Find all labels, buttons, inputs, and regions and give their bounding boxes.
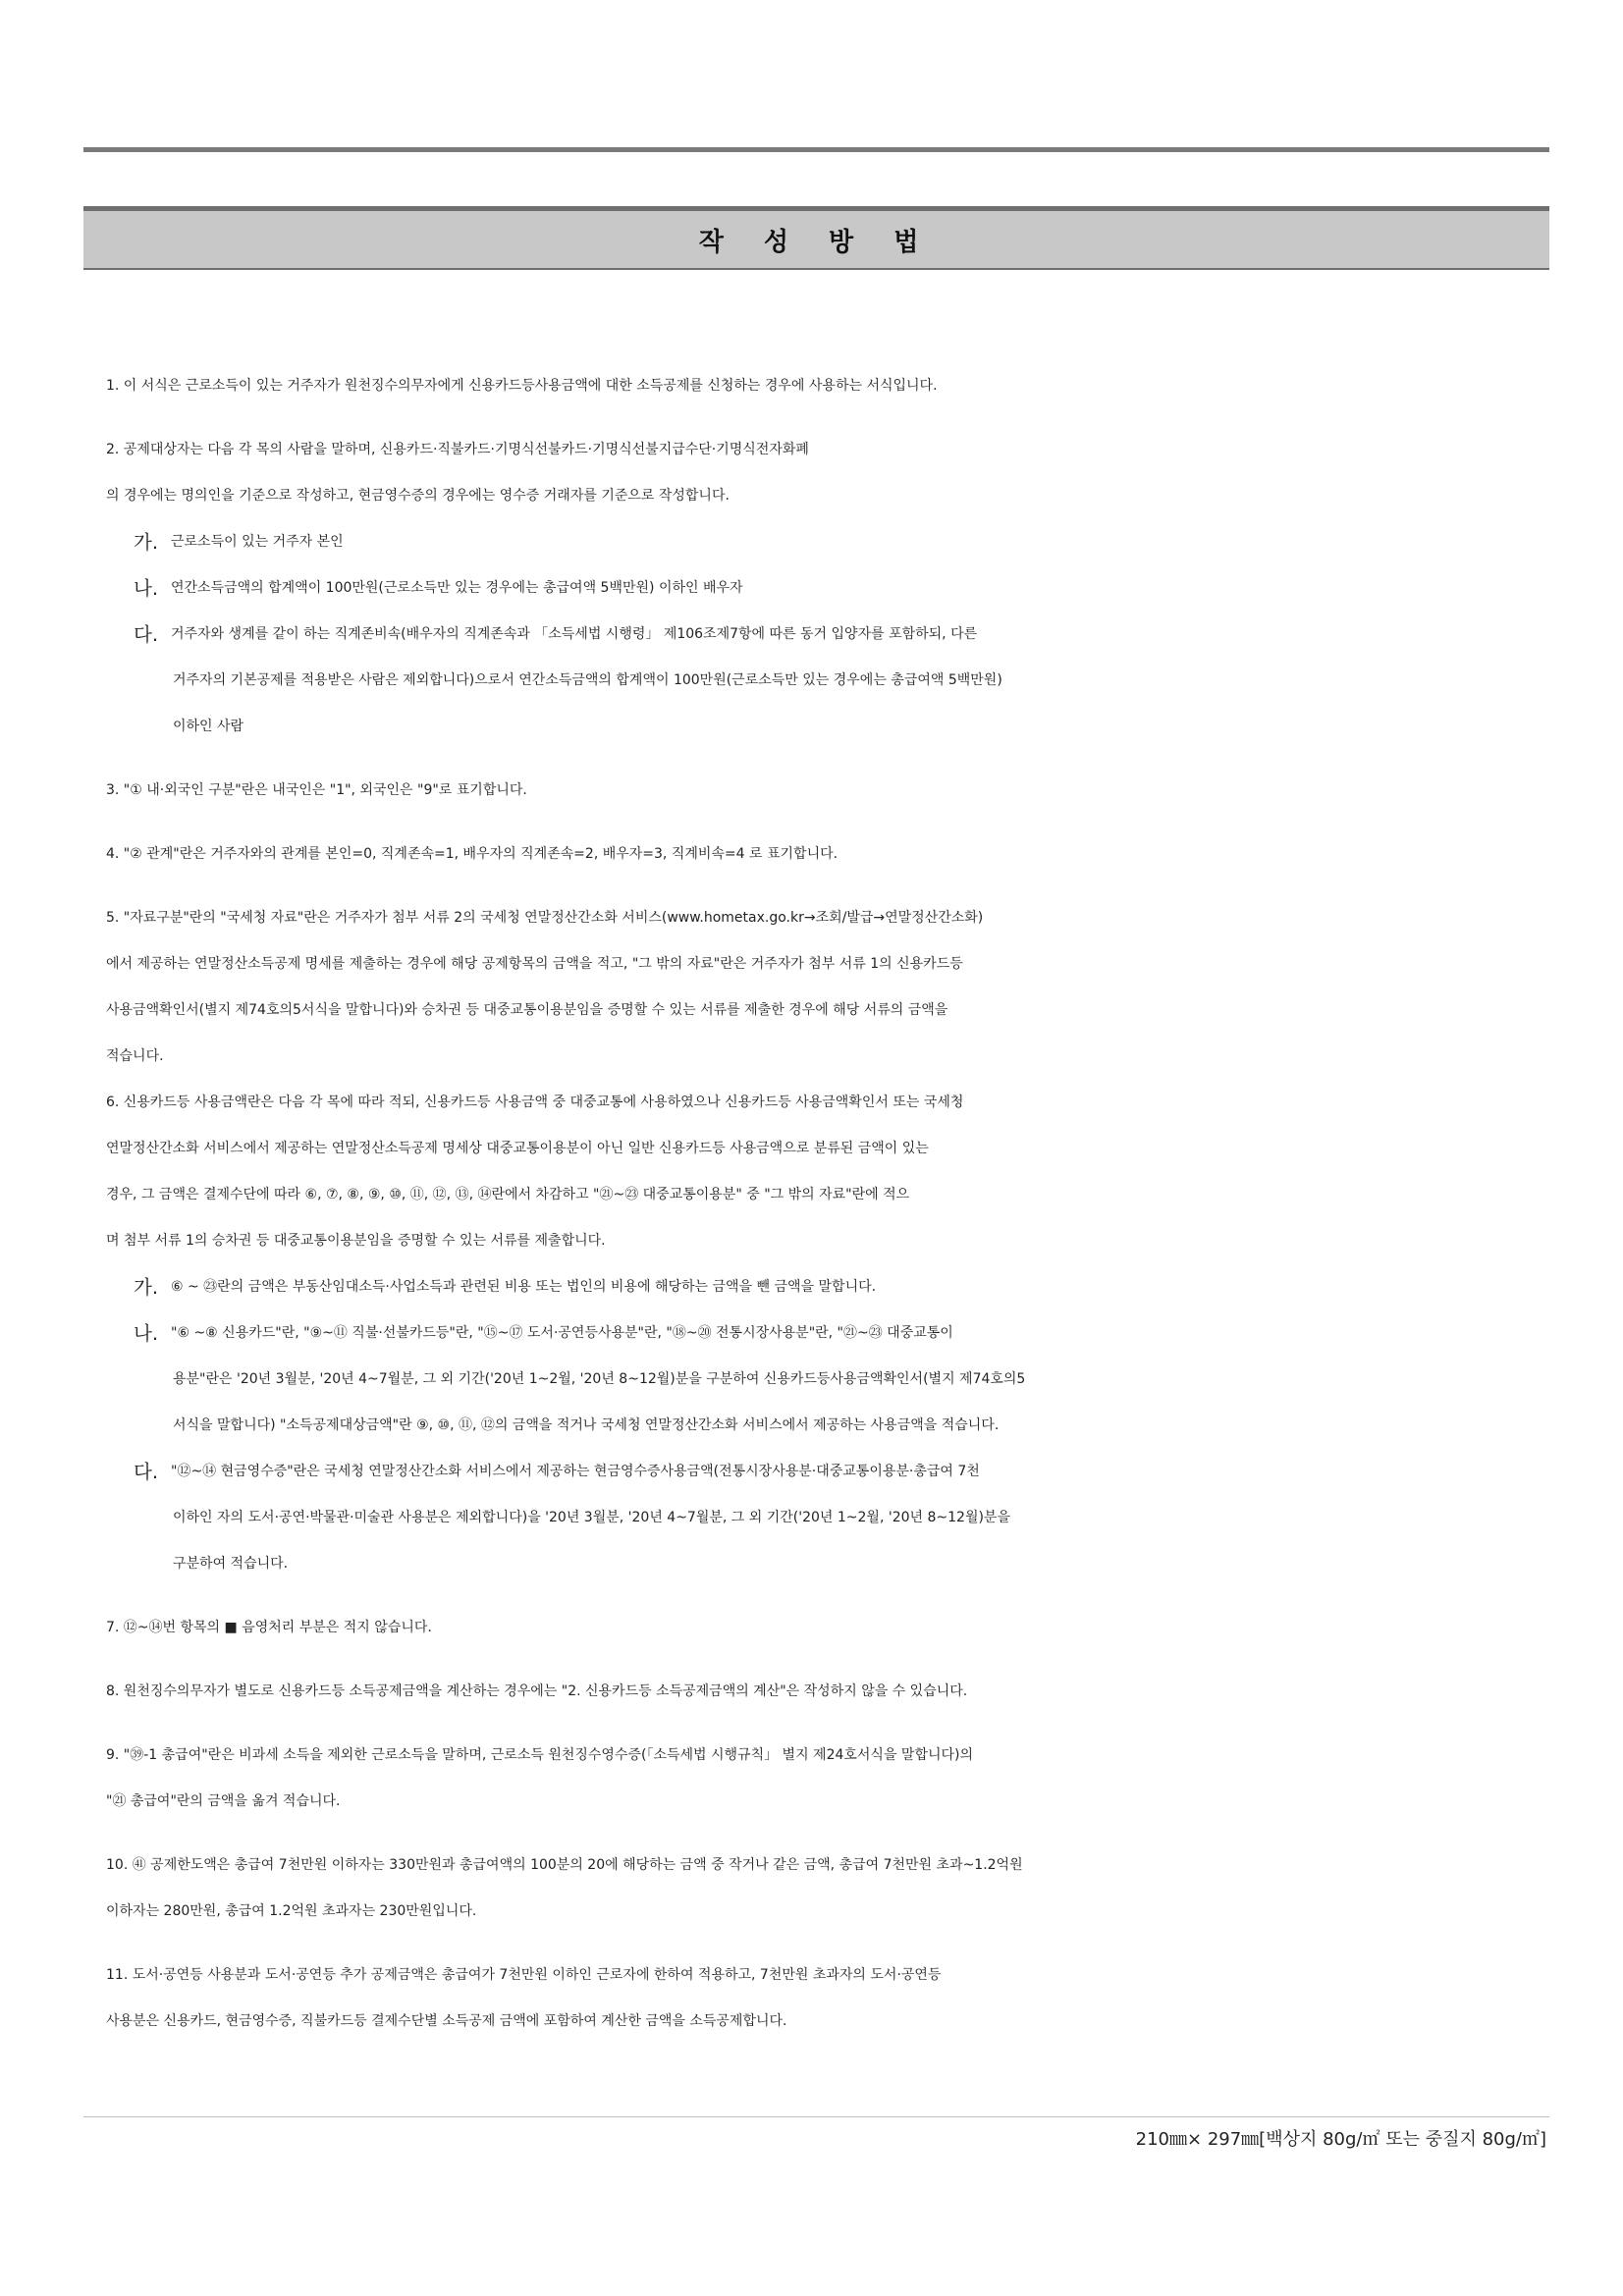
instruction-line: 며 첨부 서류 1의 승차권 등 대중교통이용분임을 증명할 수 있는 서류를 제출합니다. xyxy=(106,1233,606,1249)
instruction-line: 사용분은 신용카드, 현금영수증, 직불카드등 결제수단별 소득공제 금액에 포함하여 계산한 금액을 소득공제합니다. xyxy=(106,2013,787,2029)
instruction-line: "㉑ 총급여"란의 금액을 옮겨 적습니다. xyxy=(106,1793,341,1809)
sub-item-line: "⑥ ~⑧ 신용카드"란, "⑨~⑪ 직불·선불카드등"란, "⑮~⑰ 도서·공연등사용분"란, "⑱~⑳ 전통시장사용분"란, "㉑~㉓ 대중교통이 xyxy=(171,1325,953,1341)
instruction-line: 6. 신용카드등 사용금액란은 다음 각 목에 따라 적되, 신용카드등 사용금액 중 대중교통에 사용하였으나 신용카드등 사용금액확인서 또는 국세청 xyxy=(106,1095,964,1110)
instruction-line: 8. 원천징수의무자가 별도로 신용카드등 소득공제금액을 계산하는 경우에는 "2. 신용카드등 소득공제금액의 계산"은 작성하지 않을 수 있습니다. xyxy=(106,1683,968,1699)
sub-item-mark: 나. xyxy=(134,1322,159,1345)
sub-item-line: 용분"란은 '20년 3월분, '20년 4~7월분, 그 외 기간('20년 1~2월, '20년 8~12월)분을 구분하여 신용카드등사용금액확인서(별지 제74호의5 xyxy=(173,1371,1026,1387)
instruction-line: 사용금액확인서(별지 제74호의5서식을 말합니다)와 승차권 등 대중교통이용분임을 증명할 수 있는 서류를 제출한 경우에 해당 서류의 금액을 xyxy=(106,1002,948,1018)
sub-item-mark: 가. xyxy=(134,1276,159,1299)
instruction-line: 1. 이 서식은 근로소득이 있는 거주자가 원천징수의무자에게 신용카드등사용금액에 대한 소득공제를 신청하는 경우에 사용하는 서식입니다. xyxy=(106,378,938,394)
instruction-line: 3. "① 내·외국인 구분"란은 내국인은 "1", 외국인은 "9"로 표기합니다. xyxy=(106,782,527,798)
sub-item-2-na xyxy=(106,565,1530,612)
instruction-item-2 xyxy=(106,427,1530,519)
instruction-line: 4. "② 관계"란은 거주자와의 관계를 본인=0, 직계존속=1, 배우자의 직계존속=2, 배우자=3, 직계비속=4 로 표기합니다. xyxy=(106,846,839,862)
instruction-line: 9. "㊴-1 총급여"란은 비과세 소득을 제외한 근로소득을 말하며, 근로소득 원천징수영수증(「소득세법 시행규칙」 별지 제24호서식을 말합니다)의 xyxy=(106,1747,974,1763)
bottom-rule xyxy=(83,2116,1549,2117)
instruction-line: 적습니다. xyxy=(106,1048,164,1064)
instruction-item-10 xyxy=(106,1842,1530,1935)
sub-item-line: 거주자의 기본공제를 적용받은 사람은 제외합니다)으로서 연간소득금액의 합계액이 100만원(근로소득만 있는 경우에는 총급여액 5백만원) xyxy=(173,672,1002,688)
instruction-line: 10. ㊶ 공제한도액은 총급여 7천만원 이하자는 330만원과 총급여액의 100분의 20에 해당하는 금액 중 작거나 같은 금액, 총급여 7천만원 초과~1.2억원 xyxy=(106,1857,1023,1873)
instruction-line: 연말정산간소화 서비스에서 제공하는 연말정산소득공제 명세상 대중교통이용분이 아닌 일반 신용카드등 사용금액으로 분류된 금액이 있는 xyxy=(106,1141,929,1156)
instruction-line: 11. 도서·공연등 사용분과 도서·공연등 추가 공제금액은 총급여가 7천만원 이하인 근로자에 한하여 적용하고, 7천만원 초과자의 도서·공연등 xyxy=(106,1967,942,1983)
top-rule xyxy=(83,147,1549,152)
instruction-item-1 xyxy=(106,363,1530,409)
sub-item-6-na xyxy=(106,1310,1530,1449)
sub-item-line: 서식을 말합니다) "소득공제대상금액"란 ⑨, ⑩, ⑪, ⑫의 금액을 적거나 국세청 연말정산간소화 서비스에서 제공하는 사용금액을 적습니다. xyxy=(173,1417,1000,1433)
sub-item-line: 연간소득금액의 합계액이 100만원(근로소득만 있는 경우에는 총급여액 5백만원) 이하인 배우자 xyxy=(171,580,743,596)
instructions-list xyxy=(106,363,1530,2045)
sub-item-mark: 다. xyxy=(134,623,159,646)
instruction-item-4 xyxy=(106,831,1530,878)
sub-item-mark: 다. xyxy=(134,1461,159,1483)
instruction-line: 이하자는 280만원, 총급여 1.2억원 초과자는 230만원입니다. xyxy=(106,1903,477,1919)
paper-spec-footer: 210㎜× 297㎜[백상지 80g/㎡ 또는 중질지 80g/㎡] xyxy=(1135,2129,1546,2150)
sub-item-mark: 나. xyxy=(134,577,159,600)
sub-item-6-ga xyxy=(106,1264,1530,1310)
instruction-item-11 xyxy=(106,1952,1530,2045)
sub-item-line: 거주자와 생계를 같이 하는 직계존비속(배우자의 직계존속과 「소득세법 시행령」 제106조제7항에 따른 동거 입양자를 포함하되, 다른 xyxy=(171,626,978,642)
instruction-item-7 xyxy=(106,1605,1530,1651)
sub-item-2-da xyxy=(106,612,1530,750)
instruction-line: 2. 공제대상자는 다음 각 목의 사람을 말하며, 신용카드·직불카드·기명식선불카드·기명식선불지급수단·기명식전자화폐 xyxy=(106,442,809,457)
instruction-item-8 xyxy=(106,1669,1530,1715)
sub-item-line: 이하인 사람 xyxy=(173,719,244,734)
instruction-item-3 xyxy=(106,768,1530,814)
sub-item-mark: 가. xyxy=(134,531,159,554)
sub-item-line: 근로소득이 있는 거주자 본인 xyxy=(171,534,344,550)
sub-item-6-da xyxy=(106,1449,1530,1587)
instruction-line: 7. ⑫~⑭번 항목의 ■ 음영처리 부분은 적지 않습니다. xyxy=(106,1620,432,1635)
instruction-item-6 xyxy=(106,1080,1530,1264)
sub-item-line: ⑥ ~ ㉓란의 금액은 부동산임대소득·사업소득과 관련된 비용 또는 법인의 비용에 해당하는 금액을 뺀 금액을 말합니다. xyxy=(171,1279,877,1295)
instruction-line: 경우, 그 금액은 결제수단에 따라 ⑥, ⑦, ⑧, ⑨, ⑩, ⑪, ⑫, ⑬, ⑭란에서 차감하고 "㉑~㉓ 대중교통이용분" 중 "그 밖의 자료"란에 적으 xyxy=(106,1187,910,1202)
title-bar xyxy=(83,206,1549,270)
instruction-item-5 xyxy=(106,895,1530,1080)
page-title: 작 성 방 법 xyxy=(698,227,935,257)
instruction-line: 의 경우에는 명의인을 기준으로 작성하고, 현금영수증의 경우에는 영수증 거래자를 기준으로 작성합니다. xyxy=(106,488,730,504)
instruction-line: 에서 제공하는 연말정산소득공제 명세를 제출하는 경우에 해당 공제항목의 금액을 적고, "그 밖의 자료"란은 거주자가 첨부 서류 1의 신용카드등 xyxy=(106,956,963,972)
sub-item-2-ga xyxy=(106,519,1530,565)
sub-item-line: 구분하여 적습니다. xyxy=(173,1556,289,1572)
sub-item-line: "⑫~⑭ 현금영수증"란은 국세청 연말정산간소화 서비스에서 제공하는 현금영수증사용금액(전통시장사용분·대중교통이용분·총급여 7천 xyxy=(171,1464,980,1479)
instruction-line: 5. "자료구분"란의 "국세청 자료"란은 거주자가 첨부 서류 2의 국세청 연말정산간소화 서비스(www.hometax.go.kr→조회/발급→연말정산간소화) xyxy=(106,910,984,926)
instruction-item-9 xyxy=(106,1733,1530,1825)
sub-item-line: 이하인 자의 도서·공연·박물관·미술관 사용분은 제외합니다)을 '20년 3월분, '20년 4~7월분, 그 외 기간('20년 1~2월, '20년 8~12월)분을 xyxy=(173,1510,1010,1525)
